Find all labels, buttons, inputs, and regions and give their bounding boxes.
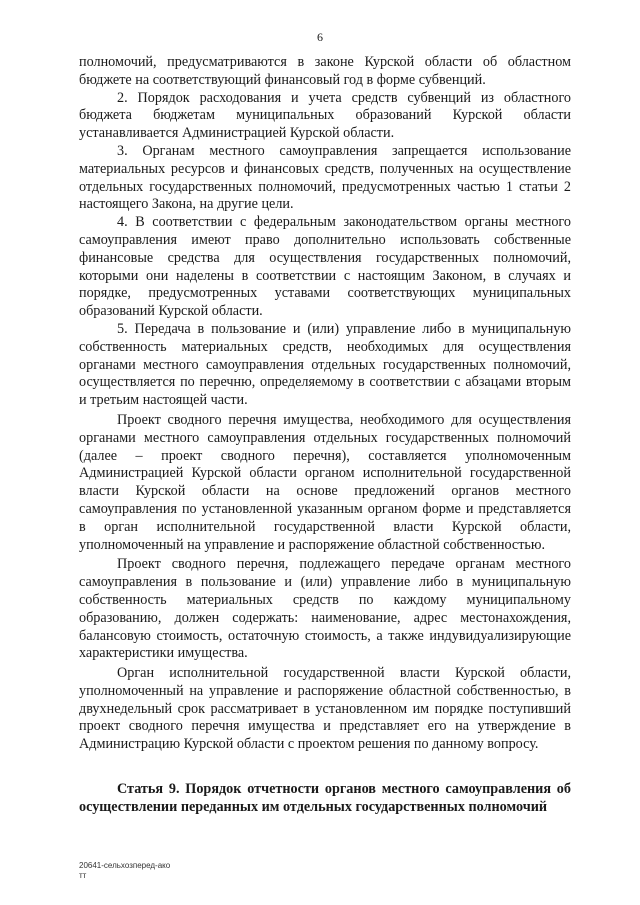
paragraph-5-review: Орган исполнительной государственной власти Курской области, уполномоченный на управление и распоряжение областной собственностью, в двухнедельный срок рассматривает в установленном им порядке поступивший проект сводного перечня имущества и представляет его на утверждение в Администрацию Курской области с проектом решения по данному вопросу. (79, 665, 571, 753)
footer-file-code: 20641-сельхозперед-ако (79, 861, 171, 870)
article-9-heading: Статья 9. Порядок отчетности органов местного самоуправления об осуществлении переданных им отдельных государственных полномочий (79, 781, 571, 816)
document-body (79, 54, 571, 816)
document-footer (79, 861, 170, 881)
paragraph-2: 2. Порядок расходования и учета средств субвенций из областного бюджета бюджетам муниципальных образований Курской области устанавливается Администрацией Курской области. (79, 89, 571, 142)
paragraph-3: 3. Органам местного самоуправления запрещается использование материальных ресурсов и финансовых средств, полученных на осуществление отдельных государственных полномочий, предусмотренных частью 1 статьи 2 настоящего Закона, на другие цели. (79, 142, 571, 213)
paragraph-5-project: Проект сводного перечня имущества, необходимого для осуществления органами местного самоуправления отдельных государственных полномочий (далее – проект сводного перечня), составляется уполномоченным Администрацией Курской области органом исполнительной государственной власти Курской области на основе предложений органов местного самоуправления по установленной указанным органом форме и представляется в орган исполнительной государственной власти Курской области, уполномоченный на управление и распоряжение областной собственностью. (79, 411, 571, 553)
footer-initials: тт (79, 871, 87, 880)
page-number: 6 (317, 30, 323, 44)
paragraph-5: 5. Передача в пользование и (или) управление либо в муниципальную собственность материальных средств, необходимых для осуществления органами местного самоуправления отдельных государственных полномочий, осуществляется по перечню, определяемому в соответствии с абзацами вторым и третьим настоящей части. (79, 320, 571, 409)
paragraph-5-contents: Проект сводного перечня, подлежащего передаче органам местного самоуправления в пользование и (или) управление либо в муниципальную собственность материальных средств по каждому муниципальному образованию, должен содержать: наименование, адрес местонахождения, балансовую стоимость, остаточную стоимость, а также индувидуализирующие характеристики имущества. (79, 556, 571, 662)
paragraph-continuation: полномочий, предусматриваются в законе Курской области об областном бюджете на соответствующий финансовый год в форме субвенций. (79, 54, 571, 88)
paragraph-4: 4. В соответствии с федеральным законодательством органы местного самоуправления имеют право дополнительно использовать собственные финансовые средства для осуществления государственных полномочий, которыми они наделены в соответствии с настоящим Законом, в случаях и порядке, предусмотренных уставами соответствующих муниципальных образований Курской области. (79, 214, 571, 320)
